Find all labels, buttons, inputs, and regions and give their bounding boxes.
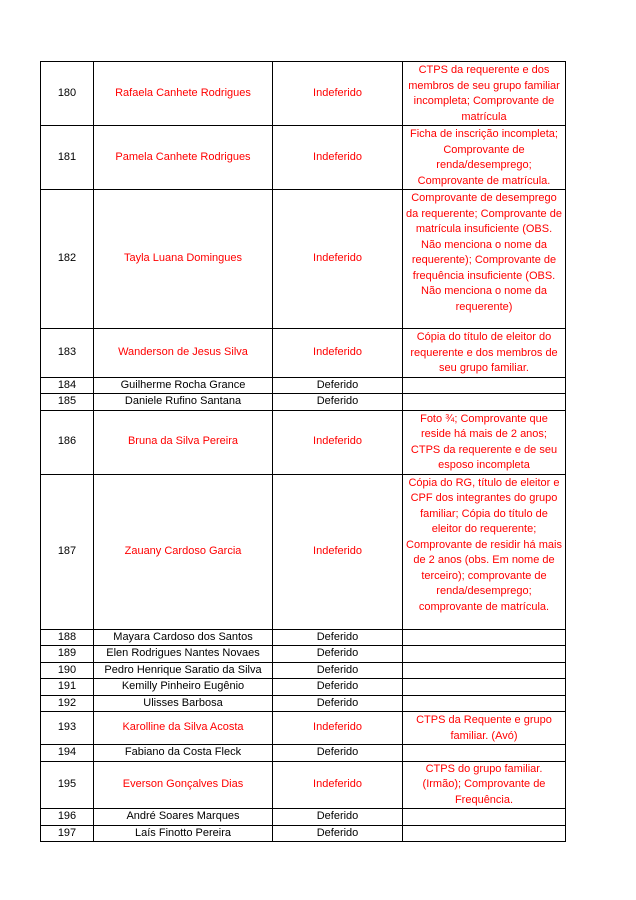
status-cell: Indeferido bbox=[273, 410, 403, 474]
observation-cell bbox=[403, 679, 566, 696]
applicant-name: Laís Finotto Pereira bbox=[94, 825, 273, 842]
applicant-name: Pedro Henrique Saratio da Silva bbox=[94, 662, 273, 679]
row-number: 189 bbox=[41, 646, 94, 663]
applicant-name: Fabiano da Costa Fleck bbox=[94, 745, 273, 762]
row-number: 182 bbox=[41, 190, 94, 329]
status-cell: Deferido bbox=[273, 377, 403, 394]
row-number: 190 bbox=[41, 662, 94, 679]
row-number: 186 bbox=[41, 410, 94, 474]
table-row bbox=[41, 712, 566, 745]
row-number: 191 bbox=[41, 679, 94, 696]
table-row bbox=[41, 329, 566, 378]
observation-cell: Ficha de inscrição incompleta; Comprovante de renda/desemprego; Comprovante de matrícula. bbox=[403, 126, 566, 190]
observation-cell bbox=[403, 695, 566, 712]
row-number: 192 bbox=[41, 695, 94, 712]
row-number: 184 bbox=[41, 377, 94, 394]
observation-cell bbox=[403, 646, 566, 663]
status-cell: Indeferido bbox=[273, 62, 403, 126]
table-row bbox=[41, 62, 566, 126]
table-row bbox=[41, 394, 566, 411]
observation-cell bbox=[403, 629, 566, 646]
applicant-name: Zauany Cardoso Garcia bbox=[94, 474, 273, 629]
table-row bbox=[41, 410, 566, 474]
status-cell: Deferido bbox=[273, 745, 403, 762]
observation-cell: CTPS da requerente e dos membros de seu grupo familiar incompleta; Comprovante de matrícula bbox=[403, 62, 566, 126]
table-row bbox=[41, 377, 566, 394]
applicant-name: Daniele Rufino Santana bbox=[94, 394, 273, 411]
applicant-name: Rafaela Canhete Rodrigues bbox=[94, 62, 273, 126]
applicant-name: Guilherme Rocha Grance bbox=[94, 377, 273, 394]
observation-cell: CTPS do grupo familiar. (Irmão); Comprovante de Frequência. bbox=[403, 761, 566, 809]
row-number: 197 bbox=[41, 825, 94, 842]
status-cell: Deferido bbox=[273, 695, 403, 712]
row-number: 194 bbox=[41, 745, 94, 762]
row-number: 196 bbox=[41, 809, 94, 826]
status-cell: Indeferido bbox=[273, 329, 403, 378]
observation-cell bbox=[403, 662, 566, 679]
table-row bbox=[41, 646, 566, 663]
observation-cell: Cópia do RG, título de eleitor e CPF dos integrantes do grupo familiar; Cópia do título de eleitor do requerente; Comprovante de residir há mais de 2 anos (obs. Em nome de terceiro); comprovante de renda/desemprego; comprovante de matrícula. bbox=[403, 474, 566, 629]
applicant-name: Elen Rodrigues Nantes Novaes bbox=[94, 646, 273, 663]
row-number: 181 bbox=[41, 126, 94, 190]
applicant-name: Pamela Canhete Rodrigues bbox=[94, 126, 273, 190]
status-cell: Deferido bbox=[273, 679, 403, 696]
status-cell: Indeferido bbox=[273, 761, 403, 809]
observation-cell: Comprovante de desemprego da requerente; Comprovante de matrícula insuficiente (OBS. Não menciona o nome da requerente); Comprovante de frequência insuficiente (OBS. Não menciona o nome da requerente) bbox=[403, 190, 566, 329]
applicant-name: Bruna da Silva Pereira bbox=[94, 410, 273, 474]
row-number: 187 bbox=[41, 474, 94, 629]
observation-cell: Cópia do título de eleitor do requerente e dos membros de seu grupo familiar. bbox=[403, 329, 566, 378]
row-number: 183 bbox=[41, 329, 94, 378]
status-cell: Deferido bbox=[273, 662, 403, 679]
status-cell: Indeferido bbox=[273, 474, 403, 629]
observation-cell bbox=[403, 377, 566, 394]
row-number: 188 bbox=[41, 629, 94, 646]
applicant-name: André Soares Marques bbox=[94, 809, 273, 826]
observation-cell bbox=[403, 825, 566, 842]
applicant-name: Wanderson de Jesus Silva bbox=[94, 329, 273, 378]
status-cell: Deferido bbox=[273, 825, 403, 842]
row-number: 195 bbox=[41, 761, 94, 809]
applicant-name: Karolline da Silva Acosta bbox=[94, 712, 273, 745]
table-row bbox=[41, 761, 566, 809]
applicant-name: Mayara Cardoso dos Santos bbox=[94, 629, 273, 646]
applicant-name: Tayla Luana Domingues bbox=[94, 190, 273, 329]
row-number: 185 bbox=[41, 394, 94, 411]
status-cell: Deferido bbox=[273, 394, 403, 411]
table-row bbox=[41, 825, 566, 842]
row-number: 180 bbox=[41, 62, 94, 126]
observation-cell bbox=[403, 745, 566, 762]
applicant-name: Ulisses Barbosa bbox=[94, 695, 273, 712]
observation-cell: CTPS da Requente e grupo familiar. (Avó) bbox=[403, 712, 566, 745]
table-row bbox=[41, 809, 566, 826]
status-cell: Indeferido bbox=[273, 126, 403, 190]
table-row bbox=[41, 126, 566, 190]
table-row bbox=[41, 662, 566, 679]
status-cell: Indeferido bbox=[273, 190, 403, 329]
observation-cell: Foto ¾; Comprovante que reside há mais de 2 anos; CTPS da requerente e de seu esposo incompleta bbox=[403, 410, 566, 474]
observation-cell bbox=[403, 809, 566, 826]
status-cell: Indeferido bbox=[273, 712, 403, 745]
applicant-name: Everson Gonçalves Dias bbox=[94, 761, 273, 809]
table-row bbox=[41, 695, 566, 712]
status-cell: Deferido bbox=[273, 809, 403, 826]
table-row bbox=[41, 679, 566, 696]
table-row bbox=[41, 745, 566, 762]
applicant-name: Kemilly Pinheiro Eugênio bbox=[94, 679, 273, 696]
table-row bbox=[41, 474, 566, 629]
observation-cell bbox=[403, 394, 566, 411]
status-cell: Deferido bbox=[273, 646, 403, 663]
row-number: 193 bbox=[41, 712, 94, 745]
results-table bbox=[40, 61, 566, 842]
table-row bbox=[41, 190, 566, 329]
table-row bbox=[41, 629, 566, 646]
status-cell: Deferido bbox=[273, 629, 403, 646]
